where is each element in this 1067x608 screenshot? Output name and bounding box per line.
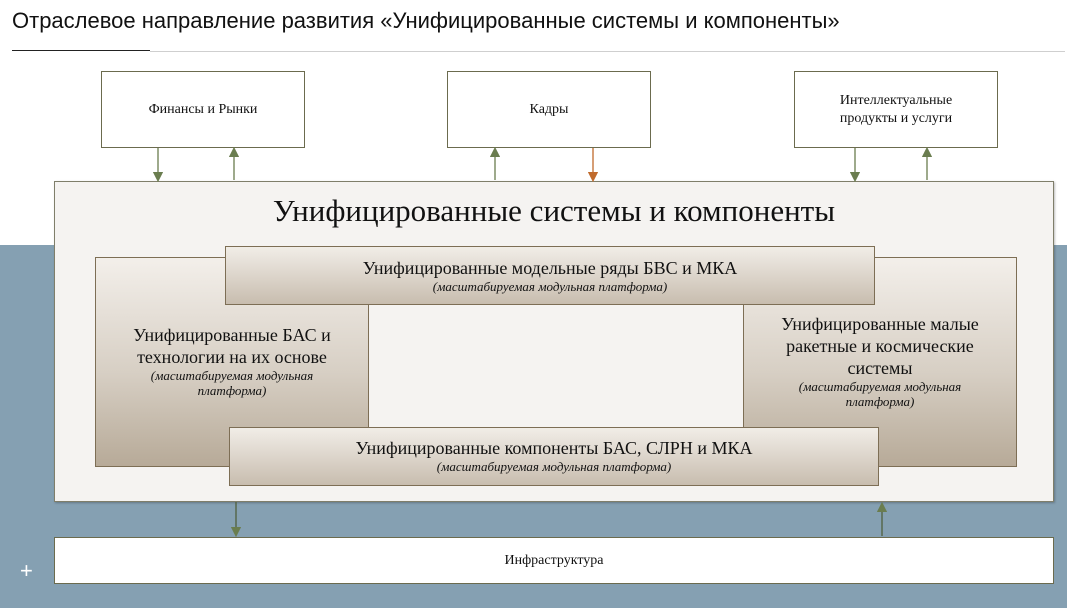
box-finance-label: Финансы и Рынки	[148, 101, 258, 117]
left-block-note-line1: (масштабируемая модульная	[150, 368, 314, 383]
infrastructure-label: Инфраструктура	[504, 552, 604, 568]
right-block-line2: ракетные и космические	[786, 336, 974, 356]
right-block-note-line2: платформа)	[845, 394, 915, 409]
left-block-line2: технологии на их основе	[137, 347, 327, 367]
top-bar-title: Унифицированные модельные ряды БВС и МКА	[362, 258, 738, 278]
top-bar-note: (масштабируемая модульная платформа)	[432, 279, 668, 294]
left-block-note-line2: платформа)	[197, 383, 267, 398]
left-block-line1: Унифицированные БАС и	[133, 325, 331, 345]
box-staff-label: Кадры	[529, 101, 569, 117]
right-block-note-line1: (масштабируемая модульная	[798, 379, 962, 394]
bottom-bar-title: Унифицированные компоненты БАС, СЛРН и МКА	[355, 438, 753, 458]
bottom-bar-note: (масштабируемая модульная платформа)	[436, 459, 672, 474]
right-block-line1: Унифицированные малые	[781, 314, 979, 334]
right-block-line3: системы	[847, 358, 913, 378]
plus-icon: +	[20, 558, 33, 583]
box-intellectual-label-line1: Интеллектуальные	[839, 92, 953, 108]
page-title: Отраслевое направление развития «Унифицированные системы и компоненты»	[12, 8, 840, 33]
box-intellectual-label-line2: продукты и услуги	[839, 110, 953, 126]
main-block-title: Унифицированные системы и компоненты	[272, 193, 836, 228]
